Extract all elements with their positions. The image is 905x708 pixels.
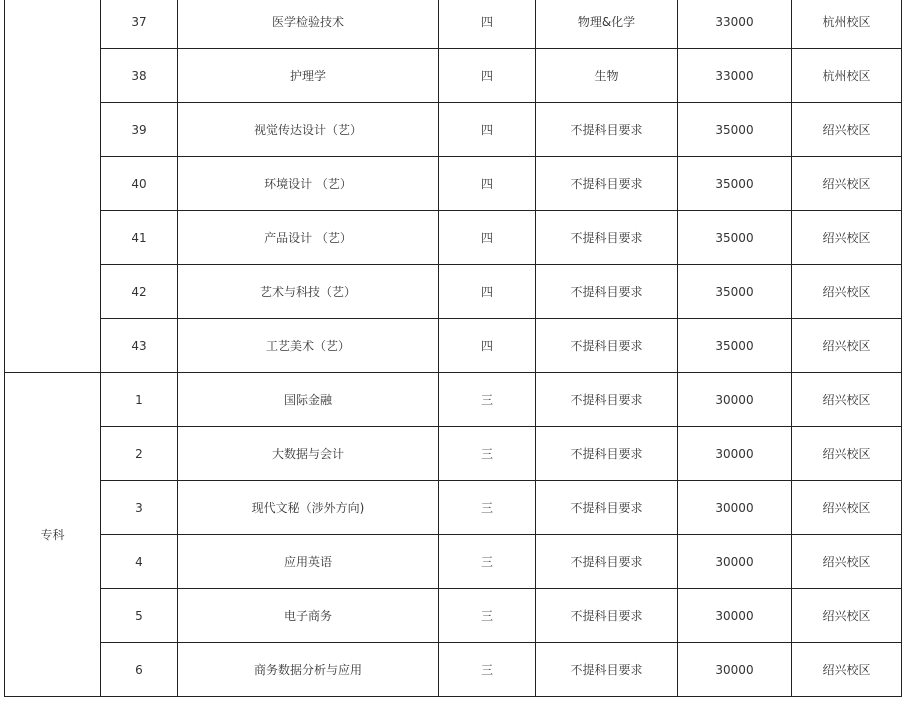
duration-years: 四 bbox=[439, 0, 536, 49]
duration-years: 三 bbox=[439, 373, 536, 427]
row-number: 3 bbox=[101, 481, 178, 535]
tuition-fee: 33000 bbox=[678, 0, 792, 49]
row-number: 2 bbox=[101, 427, 178, 481]
tuition-fee: 35000 bbox=[678, 319, 792, 373]
major-name: 大数据与会计 bbox=[178, 427, 439, 481]
duration-years: 四 bbox=[439, 49, 536, 103]
major-name: 商务数据分析与应用 bbox=[178, 643, 439, 697]
tuition-fee: 30000 bbox=[678, 373, 792, 427]
major-name: 应用英语 bbox=[178, 535, 439, 589]
campus-name: 绍兴校区 bbox=[792, 643, 902, 697]
subject-requirement: 不提科目要求 bbox=[536, 643, 678, 697]
table-row bbox=[5, 49, 902, 103]
campus-name: 绍兴校区 bbox=[792, 103, 902, 157]
row-number: 5 bbox=[101, 589, 178, 643]
table-row bbox=[5, 481, 902, 535]
duration-years: 四 bbox=[439, 103, 536, 157]
major-name: 工艺美术（艺） bbox=[178, 319, 439, 373]
tuition-fee: 35000 bbox=[678, 265, 792, 319]
major-name: 艺术与科技（艺） bbox=[178, 265, 439, 319]
duration-years: 三 bbox=[439, 427, 536, 481]
duration-years: 四 bbox=[439, 157, 536, 211]
subject-requirement: 不提科目要求 bbox=[536, 103, 678, 157]
program-level-cell bbox=[5, 0, 101, 373]
campus-name: 杭州校区 bbox=[792, 0, 902, 49]
tuition-fee: 35000 bbox=[678, 211, 792, 265]
campus-name: 绍兴校区 bbox=[792, 211, 902, 265]
subject-requirement: 不提科目要求 bbox=[536, 589, 678, 643]
tuition-fee: 30000 bbox=[678, 481, 792, 535]
campus-name: 绍兴校区 bbox=[792, 427, 902, 481]
subject-requirement: 不提科目要求 bbox=[536, 481, 678, 535]
duration-years: 三 bbox=[439, 535, 536, 589]
table-row bbox=[5, 643, 902, 697]
duration-years: 四 bbox=[439, 265, 536, 319]
table-row bbox=[5, 427, 902, 481]
table-row bbox=[5, 535, 902, 589]
table-row bbox=[5, 589, 902, 643]
duration-years: 三 bbox=[439, 643, 536, 697]
tuition-fee: 35000 bbox=[678, 157, 792, 211]
major-name: 环境设计 （艺） bbox=[178, 157, 439, 211]
subject-requirement: 生物 bbox=[536, 49, 678, 103]
row-number: 37 bbox=[101, 0, 178, 49]
subject-requirement: 不提科目要求 bbox=[536, 427, 678, 481]
subject-requirement: 不提科目要求 bbox=[536, 265, 678, 319]
major-name: 医学检验技术 bbox=[178, 0, 439, 49]
campus-name: 杭州校区 bbox=[792, 49, 902, 103]
subject-requirement: 不提科目要求 bbox=[536, 535, 678, 589]
table-row bbox=[5, 157, 902, 211]
row-number: 43 bbox=[101, 319, 178, 373]
campus-name: 绍兴校区 bbox=[792, 373, 902, 427]
table-row bbox=[5, 0, 902, 49]
row-number: 42 bbox=[101, 265, 178, 319]
tuition-fee: 30000 bbox=[678, 535, 792, 589]
major-name: 电子商务 bbox=[178, 589, 439, 643]
tuition-fee: 33000 bbox=[678, 49, 792, 103]
program-level-cell: 专科 bbox=[5, 373, 101, 697]
campus-name: 绍兴校区 bbox=[792, 481, 902, 535]
campus-name: 绍兴校区 bbox=[792, 157, 902, 211]
table-body bbox=[5, 0, 902, 697]
table-row bbox=[5, 319, 902, 373]
row-number: 4 bbox=[101, 535, 178, 589]
campus-name: 绍兴校区 bbox=[792, 535, 902, 589]
table-row bbox=[5, 265, 902, 319]
major-name: 护理学 bbox=[178, 49, 439, 103]
campus-name: 绍兴校区 bbox=[792, 319, 902, 373]
row-number: 40 bbox=[101, 157, 178, 211]
duration-years: 四 bbox=[439, 319, 536, 373]
major-name: 现代文秘（涉外方向) bbox=[178, 481, 439, 535]
major-name: 国际金融 bbox=[178, 373, 439, 427]
row-number: 41 bbox=[101, 211, 178, 265]
subject-requirement: 不提科目要求 bbox=[536, 319, 678, 373]
major-name: 视觉传达设计（艺） bbox=[178, 103, 439, 157]
subject-requirement: 物理&化学 bbox=[536, 0, 678, 49]
campus-name: 绍兴校区 bbox=[792, 589, 902, 643]
tuition-fee: 30000 bbox=[678, 643, 792, 697]
campus-name: 绍兴校区 bbox=[792, 265, 902, 319]
row-number: 6 bbox=[101, 643, 178, 697]
row-number: 1 bbox=[101, 373, 178, 427]
program-table bbox=[4, 0, 902, 697]
table-row bbox=[5, 373, 902, 427]
table-row bbox=[5, 103, 902, 157]
subject-requirement: 不提科目要求 bbox=[536, 157, 678, 211]
tuition-fee: 35000 bbox=[678, 103, 792, 157]
tuition-fee: 30000 bbox=[678, 589, 792, 643]
row-number: 39 bbox=[101, 103, 178, 157]
duration-years: 三 bbox=[439, 589, 536, 643]
duration-years: 三 bbox=[439, 481, 536, 535]
subject-requirement: 不提科目要求 bbox=[536, 211, 678, 265]
subject-requirement: 不提科目要求 bbox=[536, 373, 678, 427]
major-name: 产品设计 （艺） bbox=[178, 211, 439, 265]
table-row bbox=[5, 211, 902, 265]
duration-years: 四 bbox=[439, 211, 536, 265]
row-number: 38 bbox=[101, 49, 178, 103]
tuition-fee: 30000 bbox=[678, 427, 792, 481]
